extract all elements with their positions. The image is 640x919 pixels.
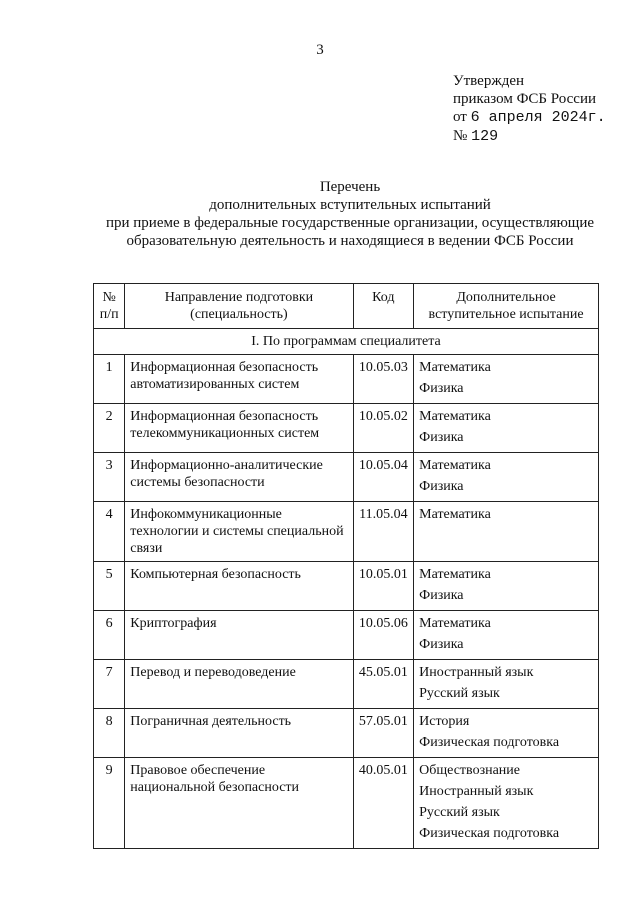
row-code: 10.05.03 [353,355,414,404]
row-code: 11.05.04 [353,502,414,562]
row-direction: Перевод и переводоведение [125,660,353,709]
exam-item: Математика [419,409,491,424]
header-num-line-1: № [102,290,116,305]
exam-item: Математика [419,616,491,631]
exam-item: Физика [419,637,464,652]
approval-number-prefix: № [453,128,468,144]
exam-item: Математика [419,567,491,582]
exam-item: Математика [419,458,491,473]
row-code: 10.05.04 [353,453,414,502]
row-direction: Информационная безопасность телекоммуникационных систем [125,404,353,453]
exam-item: Физика [419,479,464,494]
approval-block [453,72,606,146]
exam-item: Русский язык [419,686,500,701]
section-title: I. По программам специалитета [94,329,599,355]
approval-date-prefix: от [453,109,467,125]
exam-item: Иностранный язык [419,665,534,680]
row-number: 5 [94,562,125,611]
header-direction-line-2: (специальность) [190,307,288,322]
row-number: 9 [94,758,125,849]
table-row [94,660,599,709]
exam-item: Математика [419,360,491,375]
exam-item: История [419,714,470,729]
table-row [94,562,599,611]
row-direction: Инфокоммуникационные технологии и системы специальной связи [125,502,353,562]
row-exams [414,502,599,562]
header-num [94,284,125,329]
table-row [94,758,599,849]
table-header-row [94,284,599,329]
exam-item: Физика [419,381,464,396]
row-number: 8 [94,709,125,758]
row-direction: Криптография [125,611,353,660]
row-code: 57.05.01 [353,709,414,758]
section-row [94,329,599,355]
exam-item: Обществознание [419,763,520,778]
header-num-line-2: п/п [99,307,119,322]
exam-item: Русский язык [419,805,500,820]
table-row [94,611,599,660]
row-code: 10.05.01 [353,562,414,611]
row-number: 7 [94,660,125,709]
header-direction-line-1: Направление подготовки [164,290,314,305]
exam-item: Физическая подготовка [419,826,560,841]
row-exams [414,611,599,660]
row-exams [414,709,599,758]
approval-line-4 [453,127,606,146]
table-row [94,453,599,502]
row-direction: Информационно-аналитические системы безопасности [125,453,353,502]
title-line-4: образовательную деятельность и находящиеся в ведении ФСБ России [126,233,574,249]
row-code: 10.05.02 [353,404,414,453]
table-row [94,709,599,758]
row-number: 3 [94,453,125,502]
row-direction: Информационная безопасность автоматизированных систем [125,355,353,404]
approval-line-3 [453,108,606,127]
header-code: Код [353,284,414,329]
row-exams [414,562,599,611]
row-code: 10.05.06 [353,611,414,660]
row-exams [414,453,599,502]
document-title [60,178,640,250]
row-number: 2 [94,404,125,453]
approval-number: 129 [471,128,499,145]
row-exams [414,758,599,849]
row-number: 4 [94,502,125,562]
exam-item: Математика [419,507,491,522]
row-exams [414,404,599,453]
header-direction [125,284,353,329]
header-exam [414,284,599,329]
header-exam-line-2: вступительное испытание [428,307,584,322]
row-number: 6 [94,611,125,660]
exam-item: Физика [419,588,464,603]
row-exams [414,355,599,404]
row-direction: Пограничная деятельность [125,709,353,758]
row-direction: Правовое обеспечение национальной безопасности [125,758,353,849]
exams-table [93,283,599,849]
row-code: 40.05.01 [353,758,414,849]
row-exams [414,660,599,709]
row-direction: Компьютерная безопасность [125,562,353,611]
row-code: 45.05.01 [353,660,414,709]
exam-item: Физическая подготовка [419,735,560,750]
table-row [94,355,599,404]
title-line-3: при приеме в федеральные государственные организации, осуществляющие [105,215,595,231]
approval-line-2: приказом ФСБ России [453,91,596,107]
title-line-1: Перечень [319,179,381,195]
row-number: 1 [94,355,125,404]
exam-item: Иностранный язык [419,784,534,799]
approval-date: 6 апреля 2024г. [470,109,606,126]
page-number: 3 [316,42,324,58]
approval-line-1: Утвержден [453,73,525,89]
table-row [94,404,599,453]
header-exam-line-1: Дополнительное [456,290,556,305]
title-line-2: дополнительных вступительных испытаний [209,197,491,213]
exam-item: Физика [419,430,464,445]
table-row [94,502,599,562]
